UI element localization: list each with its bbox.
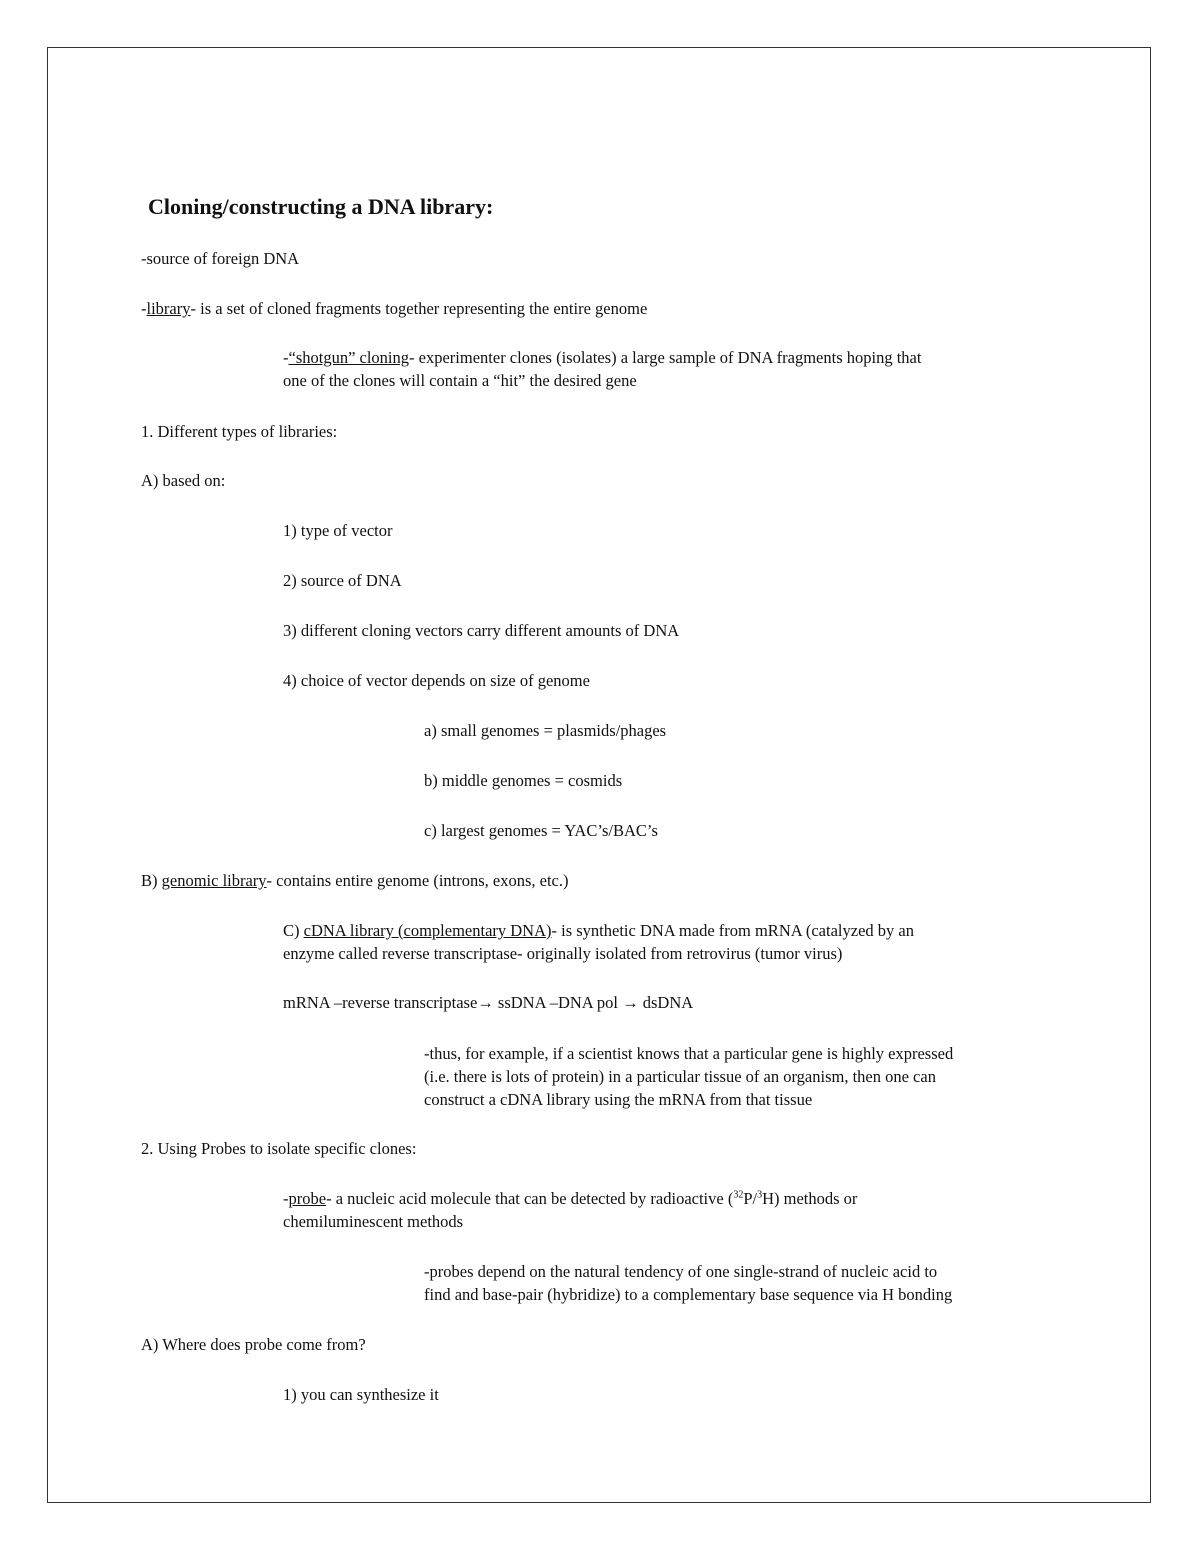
library-term: library [146,299,191,318]
section-1-heading: 1. Different types of libraries: [141,422,338,441]
document-title: Cloning/constructing a DNA library: [148,194,494,219]
sub-list-item: a) small genomes = plasmids/phages [424,721,667,740]
shotgun-line-1: -“shotgun” cloning- experimenter clones (isolates) a large sample of DNA fragments hoping that [283,348,922,367]
thus-line: -thus, for example, if a scientist knows that a particular gene is highly expressed [424,1044,954,1063]
list-item: 3) different cloning vectors carry different amounts of DNA [283,621,680,640]
shotgun-line-2: one of the clones will contain a “hit” the desired gene [283,371,637,390]
shotgun-term: “shotgun” cloning [288,348,410,367]
genomic-library-term: genomic library [161,871,267,890]
cdna-library-term: cDNA library (complementary DNA) [303,921,552,940]
sub-list-item: b) middle genomes = cosmids [424,771,623,790]
probes-depend-line: -probes depend on the natural tendency of one single-strand of nucleic acid to [424,1262,938,1281]
list-item: 1) type of vector [283,521,393,540]
probe-line-1: -probe- a nucleic acid molecule that can be detected by radioactive ($^{32}$P/$^3$H) methods or [283,1189,858,1208]
probes-depend-line: find and base-pair (hybridize) to a complementary base sequence via H bonding [424,1285,953,1304]
genomic-library-line: B) genomic library- contains entire genome (introns, exons, etc.) [141,871,569,890]
mrna-pathway-line: mRNA –reverse transcriptase→ ssDNA –DNA pol → dsDNA [283,993,694,1012]
section-2-heading: 2. Using Probes to isolate specific clones: [141,1139,417,1158]
cdna-line-1: C) cDNA library (complementary DNA)- is synthetic DNA made from mRNA (catalyzed by an [283,921,914,940]
synthesize-item: 1) you can synthesize it [283,1385,439,1404]
probe-term: probe [288,1189,327,1208]
list-item: 4) choice of vector depends on size of genome [283,671,590,690]
library-definition: -library- is a set of cloned fragments together representing the entire genome [141,299,648,318]
thus-line: construct a cDNA library using the mRNA from that tissue [424,1090,813,1109]
based-on-heading: A) based on: [141,471,226,490]
where-probe-heading: A) Where does probe come from? [141,1335,366,1354]
list-item: 2) source of DNA [283,571,402,590]
thus-line: (i.e. there is lots of protein) in a particular tissue of an organism, then one can [424,1067,936,1086]
sub-list-item: c) largest genomes = YAC’s/BAC’s [424,821,658,840]
cdna-line-2: enzyme called reverse transcriptase- originally isolated from retrovirus (tumor virus) [283,944,843,963]
source-line: -source of foreign DNA [141,249,300,268]
probe-line-2: chemiluminescent methods [283,1212,464,1231]
